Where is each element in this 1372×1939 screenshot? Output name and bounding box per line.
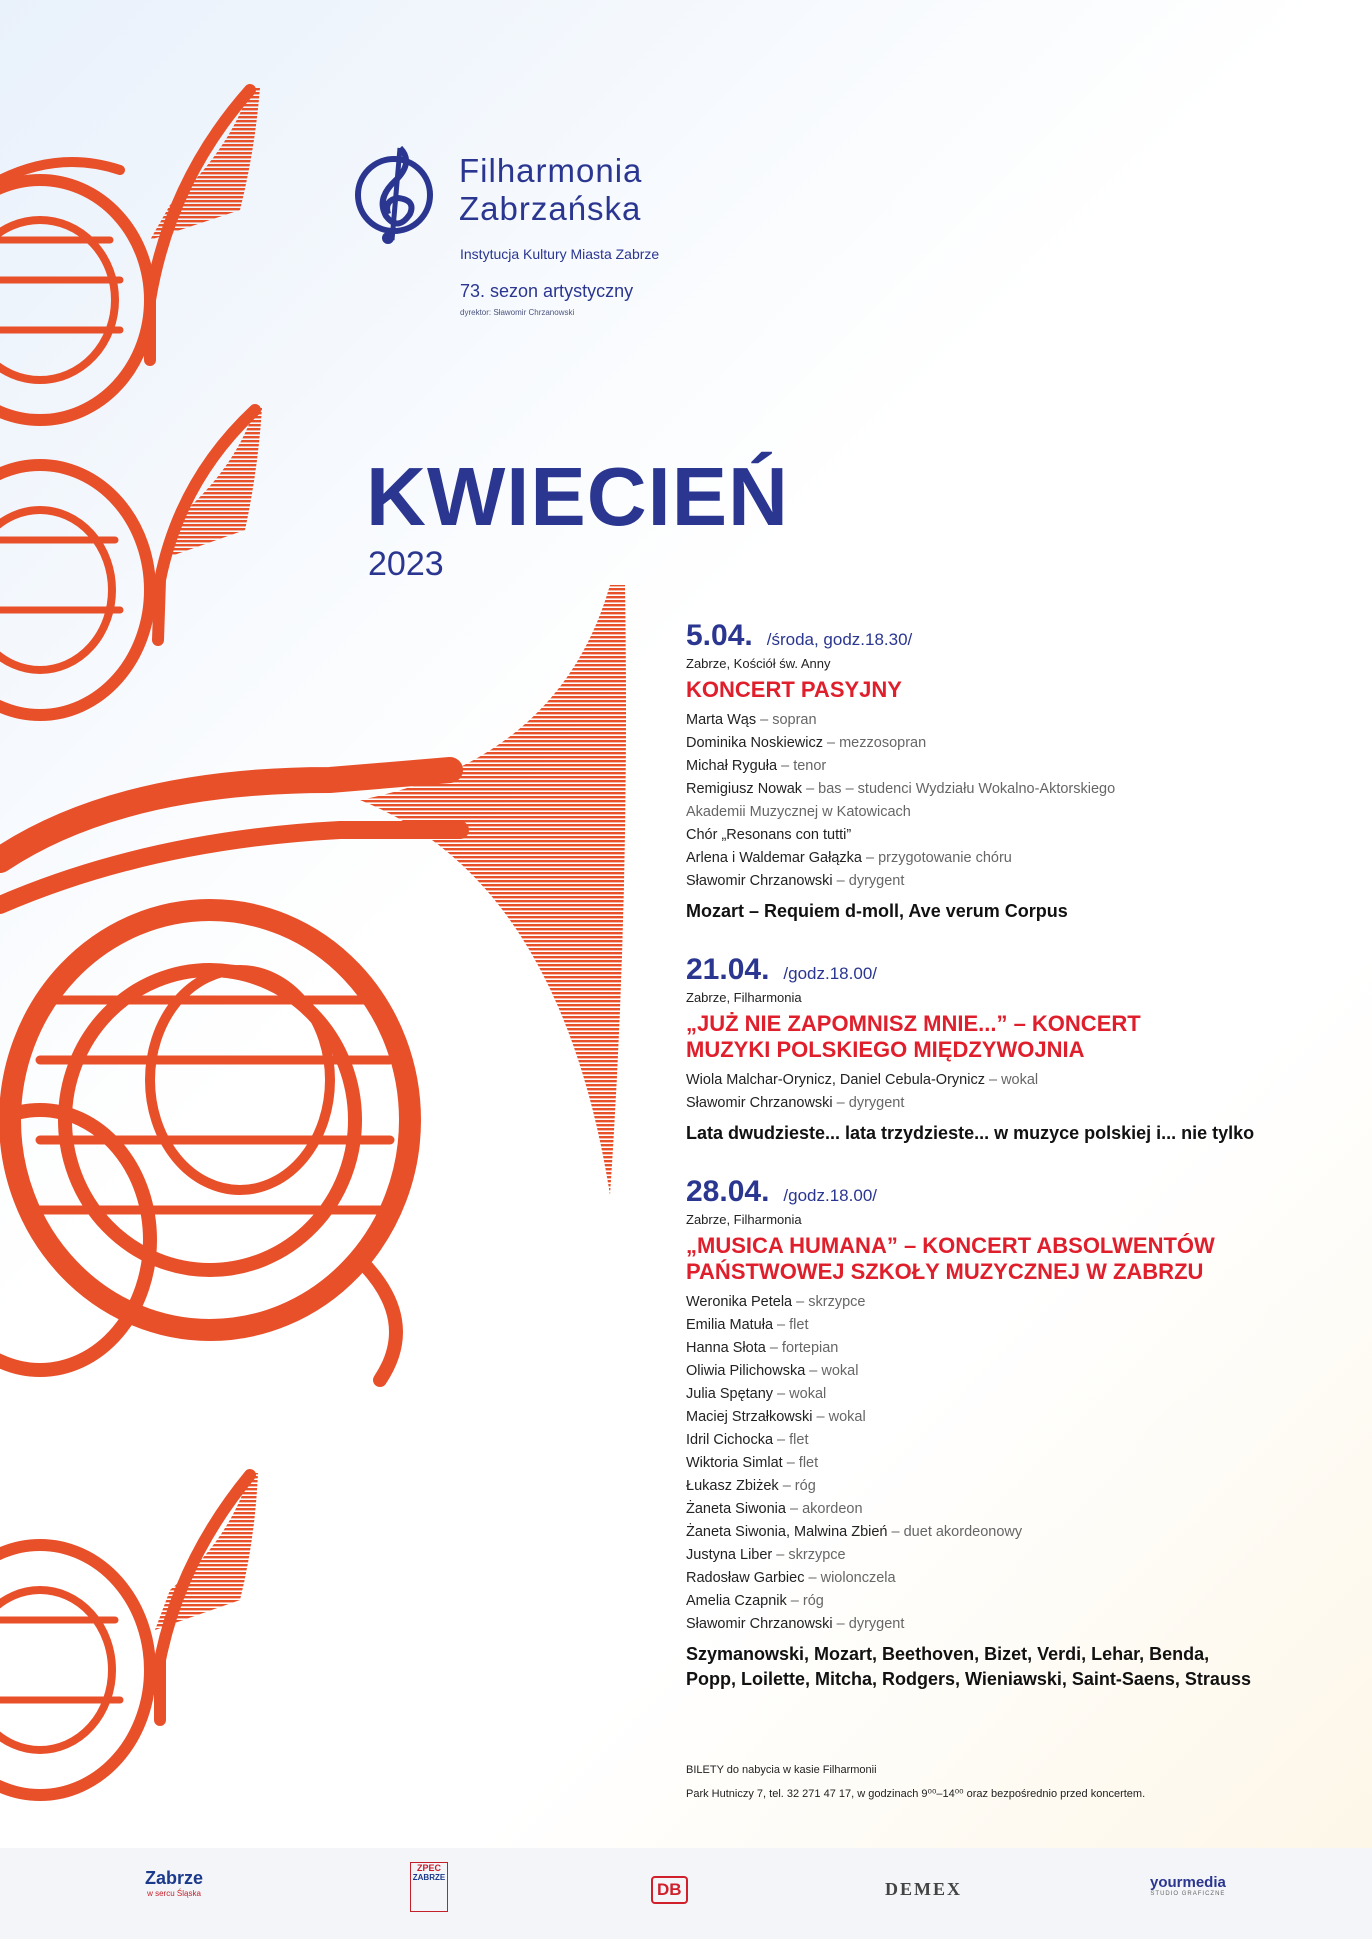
performer-role: Akademii Muzycznej w Katowicach — [686, 804, 911, 820]
performer-name: Michał Ryguła — [686, 758, 778, 774]
performer-role: – sopran — [756, 712, 817, 728]
performer — [686, 847, 1346, 870]
event-title-line: PAŃSTWOWEJ SZKOŁY MUZYCZNEJ W ZABRZU — [686, 1259, 1204, 1284]
performer-name: Emilia Matuła — [686, 1317, 774, 1333]
event-venue: Zabrze, Filharmonia — [686, 990, 802, 1005]
event-title-line: „MUSICA HUMANA” – KONCERT ABSOLWENTÓW — [686, 1233, 1215, 1258]
performer — [686, 1613, 1346, 1636]
event-repertoire — [686, 899, 1346, 924]
month-title: KWIECIEŃ — [366, 450, 789, 543]
db-logo: DB — [651, 1876, 688, 1904]
performer-name: Chór „Resonans con tutti” — [686, 827, 852, 843]
performer-name: Łukasz Zbiżek — [686, 1478, 779, 1494]
yourmedia-logo-text: yourmedia — [1150, 1874, 1226, 1891]
performer-list — [686, 709, 1346, 893]
performer-name: Remigiusz Nowak — [686, 781, 803, 797]
season-label: 73. sezon artystyczny — [460, 281, 634, 301]
event-repertoire — [686, 1121, 1346, 1146]
event-item — [686, 1174, 1346, 1692]
performer-role: – bas – studenci Wydziału Wokalno-Aktorskiego — [802, 781, 1116, 797]
event-item — [686, 952, 1346, 1146]
performer-role: – wiolonczela — [804, 1570, 896, 1586]
zpec-logo-subtext: ZABRZE — [412, 1873, 446, 1882]
logo-wordmark — [459, 152, 642, 228]
performer-name: Hanna Słota — [686, 1340, 766, 1356]
treble-clef-icon — [352, 140, 440, 250]
performer-role: – dyrygent — [832, 873, 905, 889]
performer-role: – róg — [778, 1478, 816, 1494]
performer — [686, 778, 1346, 801]
performer — [686, 1475, 1346, 1498]
performer — [686, 1092, 1346, 1115]
performer-list — [686, 1291, 1346, 1636]
performer-role: – duet akordeonowy — [887, 1524, 1023, 1540]
performer — [686, 1069, 1346, 1092]
performer — [686, 1452, 1346, 1475]
performer-role: – flet — [782, 1455, 819, 1471]
ticket-line-2: Park Hutniczy 7, tel. 32 271 47 17, w godzinach 9⁰⁰–14⁰⁰ oraz bezpośrednio przed koncertem. — [686, 1788, 1146, 1800]
repertoire-line: Popp, Loilette, Mitcha, Rodgers, Wieniawski, Saint-Saens, Strauss — [686, 1669, 1251, 1689]
performer — [686, 755, 1346, 778]
logo-line-1: Filharmonia — [459, 152, 643, 189]
event-venue: Zabrze, Kościół św. Anny — [686, 656, 831, 671]
performer-name: Oliwia Pilichowska — [686, 1363, 806, 1379]
event-title — [686, 677, 1346, 703]
performer — [686, 1590, 1346, 1613]
performer — [686, 1544, 1346, 1567]
performer-role: – wokal — [812, 1409, 866, 1425]
performer — [686, 1383, 1346, 1406]
performer-name: Wiola Malchar-Orynicz, Daniel Cebula-Orynicz — [686, 1072, 985, 1088]
event-title-line: MUZYKI POLSKIEGO MIĘDZYWOJNIA — [686, 1037, 1085, 1062]
performer-name: Idril Cichocka — [686, 1432, 774, 1448]
performer-name: Sławomir Chrzanowski — [686, 873, 833, 889]
event-list — [686, 618, 1346, 1720]
event-venue: Zabrze, Filharmonia — [686, 1212, 802, 1227]
performer — [686, 1429, 1346, 1452]
event-time: /godz.18.00/ — [783, 964, 877, 983]
performer-role: – skrzypce — [792, 1294, 866, 1310]
performer-role: – fortepian — [765, 1340, 839, 1356]
performer — [686, 1314, 1346, 1337]
performer-role: – skrzypce — [772, 1547, 846, 1563]
year-label: 2023 — [368, 545, 444, 583]
performer-name: Wiktoria Simlat — [686, 1455, 783, 1471]
event-title-line: „JUŻ NIE ZAPOMNISZ MNIE...” – KONCERT — [686, 1011, 1141, 1036]
zabrze-logo-text: Zabrze — [145, 1868, 204, 1888]
performer-role: – wokal — [805, 1363, 859, 1379]
event-date: 28.04. — [686, 1175, 770, 1208]
event-title-line: KONCERT PASYJNY — [686, 677, 902, 702]
performer-role: – mezzosopran — [822, 735, 927, 751]
french-horn-illustration — [0, 0, 700, 1850]
performer-name: Marta Wąs — [686, 712, 757, 728]
performer-role: – flet — [773, 1432, 809, 1448]
performer-role: – dyrygent — [832, 1616, 905, 1632]
zpec-logo-text: ZPEC — [416, 1863, 441, 1873]
performer — [686, 1360, 1346, 1383]
repertoire-line: Lata dwudzieste... lata trzydzieste... w muzyce polskiej i... nie tylko — [686, 1123, 1255, 1143]
performer-name: Justyna Liber — [686, 1547, 773, 1563]
performer-name: Weronika Petela — [686, 1294, 793, 1310]
zpec-logo — [410, 1862, 448, 1912]
repertoire-line: Mozart – Requiem d-moll, Ave verum Corpus — [686, 901, 1068, 921]
demex-logo: DEMEX — [885, 1879, 962, 1899]
sponsor-bar — [0, 1848, 1372, 1939]
yourmedia-logo-subtext: STUDIO GRAFICZNE — [1150, 1891, 1226, 1897]
performer-name: Radosław Garbiec — [686, 1570, 805, 1586]
event-date: 5.04. — [686, 619, 753, 652]
yourmedia-logo — [1150, 1874, 1226, 1897]
performer-role: – dyrygent — [832, 1095, 905, 1111]
performer-name: Sławomir Chrzanowski — [686, 1095, 833, 1111]
event-title — [686, 1233, 1346, 1285]
event-date: 21.04. — [686, 953, 770, 986]
performer — [686, 1567, 1346, 1590]
ticket-line-1: BILETY do nabycia w kasie Filharmonii — [686, 1764, 877, 1776]
logo-line-2: Zabrzańska — [459, 190, 642, 227]
institution-label: Instytucja Kultury Miasta Zabrze — [460, 246, 660, 262]
performer-name: Maciej Strzałkowski — [686, 1409, 813, 1425]
director-label: dyrektor: Sławomir Chrzanowski — [460, 308, 575, 317]
performer — [686, 801, 1346, 824]
performer-role: – tenor — [777, 758, 827, 774]
event-repertoire — [686, 1642, 1346, 1692]
performer-role: – wokal — [773, 1386, 827, 1402]
zabrze-logo-subtext: w sercu Śląska — [147, 1889, 201, 1898]
performer — [686, 1406, 1346, 1429]
event-item — [686, 618, 1346, 924]
event-title — [686, 1011, 1346, 1063]
performer — [686, 1498, 1346, 1521]
performer-name: Amelia Czapnik — [686, 1593, 787, 1609]
performer-name: Sławomir Chrzanowski — [686, 1616, 833, 1632]
event-time: /środa, godz.18.30/ — [766, 630, 913, 649]
performer-role: – wokal — [984, 1072, 1039, 1088]
performer-name: Julia Spętany — [686, 1386, 774, 1402]
performer — [686, 732, 1346, 755]
performer-name: Dominika Noskiewicz — [686, 735, 823, 751]
repertoire-line: Szymanowski, Mozart, Beethoven, Bizet, Verdi, Lehar, Benda, — [686, 1644, 1210, 1664]
performer — [686, 870, 1346, 893]
ticket-info — [686, 1758, 1145, 1806]
performer — [686, 709, 1346, 732]
performer — [686, 1337, 1346, 1360]
performer-name: Arlena i Waldemar Gałązka — [686, 850, 862, 866]
performer-role: – przygotowanie chóru — [861, 850, 1012, 866]
performer-role: – flet — [773, 1317, 809, 1333]
event-time: /godz.18.00/ — [783, 1186, 877, 1205]
performer-role: – akordeon — [785, 1501, 863, 1517]
performer-list — [686, 1069, 1346, 1115]
performer — [686, 1521, 1346, 1544]
zabrze-logo — [145, 1868, 203, 1898]
performer — [686, 1291, 1346, 1314]
performer-role: – róg — [786, 1593, 824, 1609]
performer — [686, 824, 1346, 847]
performer-name: Żaneta Siwonia, Malwina Zbień — [686, 1524, 888, 1540]
performer-name: Żaneta Siwonia — [686, 1501, 786, 1517]
